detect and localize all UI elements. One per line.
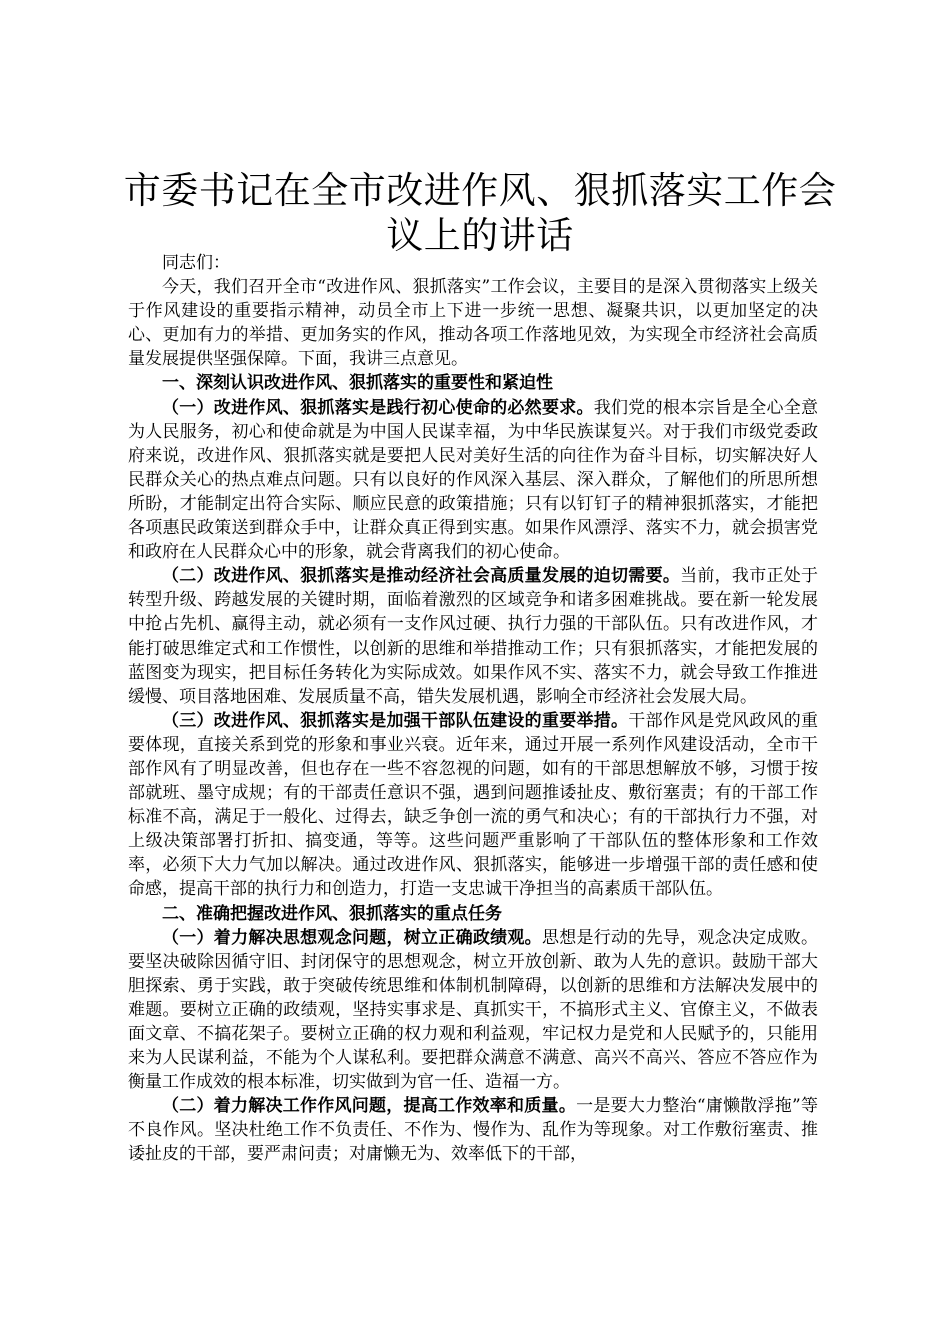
paragraph-text: 干部作风是党风政风的重要体现，直接关系到党的形象和事业兴衰。近年来，通过开展一系列作风建设活动，全市干部作风有了明显改善，但也存在一些不容忽视的问题，如有的干部思想解放不够，习惯于按部就班、墨守成规；有的干部责任意识不强，遇到问题推诿扯皮、敷衍塞责；有的干部工作标准不高，满足于一般化、过得去，缺乏争创一流的勇气和决心；有的干部执行力不强，对上级决策部署打折扣、搞变通，等等。这些问题严重影响了干部队伍的整体形象和工作效率，必须下大力气加以解决。通过改进作风、狠抓落实，能够进一步增强干部的责任感和使命感，提高干部的执行力和创造力，打造一支忠诚干净担当的高素质干部队伍。 [128,710,818,900]
document-title: 市委书记在全市改进作风、狠抓落实工作会议上的讲话 [123,169,837,257]
paragraph-lead: （三）改进作风、狠抓落实是加强干部队伍建设的重要举措。 [162,710,629,731]
section-heading-2: 二、准确把握改进作风、狠抓落实的重点任务 [162,903,502,924]
intro-paragraph: 今天，我们召开全市“改进作风、狠抓落实”工作会议，主要目的是深入贯彻落实上级关于作风建设的重要指示精神，动员全市上下进一步统一思想、凝聚共识，以更加坚定的决心、更加有力的举措、更加务实的作风，推动各项工作落地见效，为实现全市经济社会高质量发展提供坚强保障。下面，我讲三点意见。 [128,277,818,370]
section1-paragraph-1 [128,396,818,565]
paragraph-text: 一是要大力整治“庸懒散浮拖”等不良作风。坚决杜绝工作不负责任、不作为、慢作为、乱作为等现象。对工作敷衍塞责、推诿扯皮的干部，要严肃问责；对庸懒无为、效率低下的干部， [128,1096,818,1165]
section2-paragraph-2 [128,1094,818,1166]
section1-paragraph-3 [128,709,818,902]
paragraph-lead: （二）改进作风、狠抓落实是推动经济社会高质量发展的迫切需要。 [162,566,681,587]
salutation: 同志们： [162,253,230,273]
paragraph-text: 当前，我市正处于转型升级、跨越发展的关键时期，面临着激烈的区域竞争和诸多困难挑战。要在新一轮发展中抢占先机、赢得主动，就必须有一支作风过硬、执行力强的干部队伍。只有改进作风，才能打破思维定式和工作惯性，以创新的思维和举措推动工作；只有狠抓落实，才能把发展的蓝图变为现实，把目标任务转化为实际成效。如果作风不实、落实不力，就会导致工作推进缓慢、项目落地困难、发展质量不高，错失发展机遇，影响全市经济社会发展大局。 [128,566,819,707]
section1-paragraph-2 [128,564,818,709]
paragraph-lead: （一）着力解决思想观念问题，树立正确政绩观。 [162,927,542,948]
paragraph-lead: （二）着力解决工作作风问题，提高工作效率和质量。 [162,1096,577,1117]
section-heading-1: 一、深刻认识改进作风、狠抓落实的重要性和紧迫性 [162,373,553,394]
paragraph-text: 思想是行动的先导，观念决定成败。要坚决破除因循守旧、封闭保守的思想观念，树立开放创新、敢为人先的意识。鼓励干部大胆探索、勇于实践，敢于突破传统思维和体制机制障碍，以创新的思维和方法解决发展中的难题。要树立正确的政绩观，坚持实事求是、真抓实干，不搞形式主义、官僚主义，不做表面文章、不搞花架子。要树立正确的权力观和利益观，牢记权力是党和人民赋予的，只能用来为人民谋利益，不能为个人谋私利。要把群众满意不满意、高兴不高兴、答应不答应作为衡量工作成效的根本标准，切实做到为官一任、造福一方。 [128,927,819,1093]
paragraph-text: 我们党的根本宗旨是全心全意为人民服务，初心和使命就是为中国人民谋幸福，为中华民族谋复兴。对于我们市级党委政府来说，改进作风、狠抓落实就是要把人民对美好生活的向往作为奋斗目标，切实解决好人民群众关心的热点难点问题。只有以良好的作风深入基层、深入群众，了解他们的所思所想所盼，才能制定出符合实际、顺应民意的政策措施；只有以钉钉子的精神狠抓落实，才能把各项惠民政策送到群众手中，让群众真正得到实惠。如果作风漂浮、落实不力，就会损害党和政府在人民群众心中的形象，就会背离我们的初心使命。 [128,397,819,563]
paragraph-lead: （一）改进作风、狠抓落实是践行初心使命的必然要求。 [162,397,594,418]
section2-paragraph-1 [128,926,818,1095]
document-body [128,251,818,1167]
